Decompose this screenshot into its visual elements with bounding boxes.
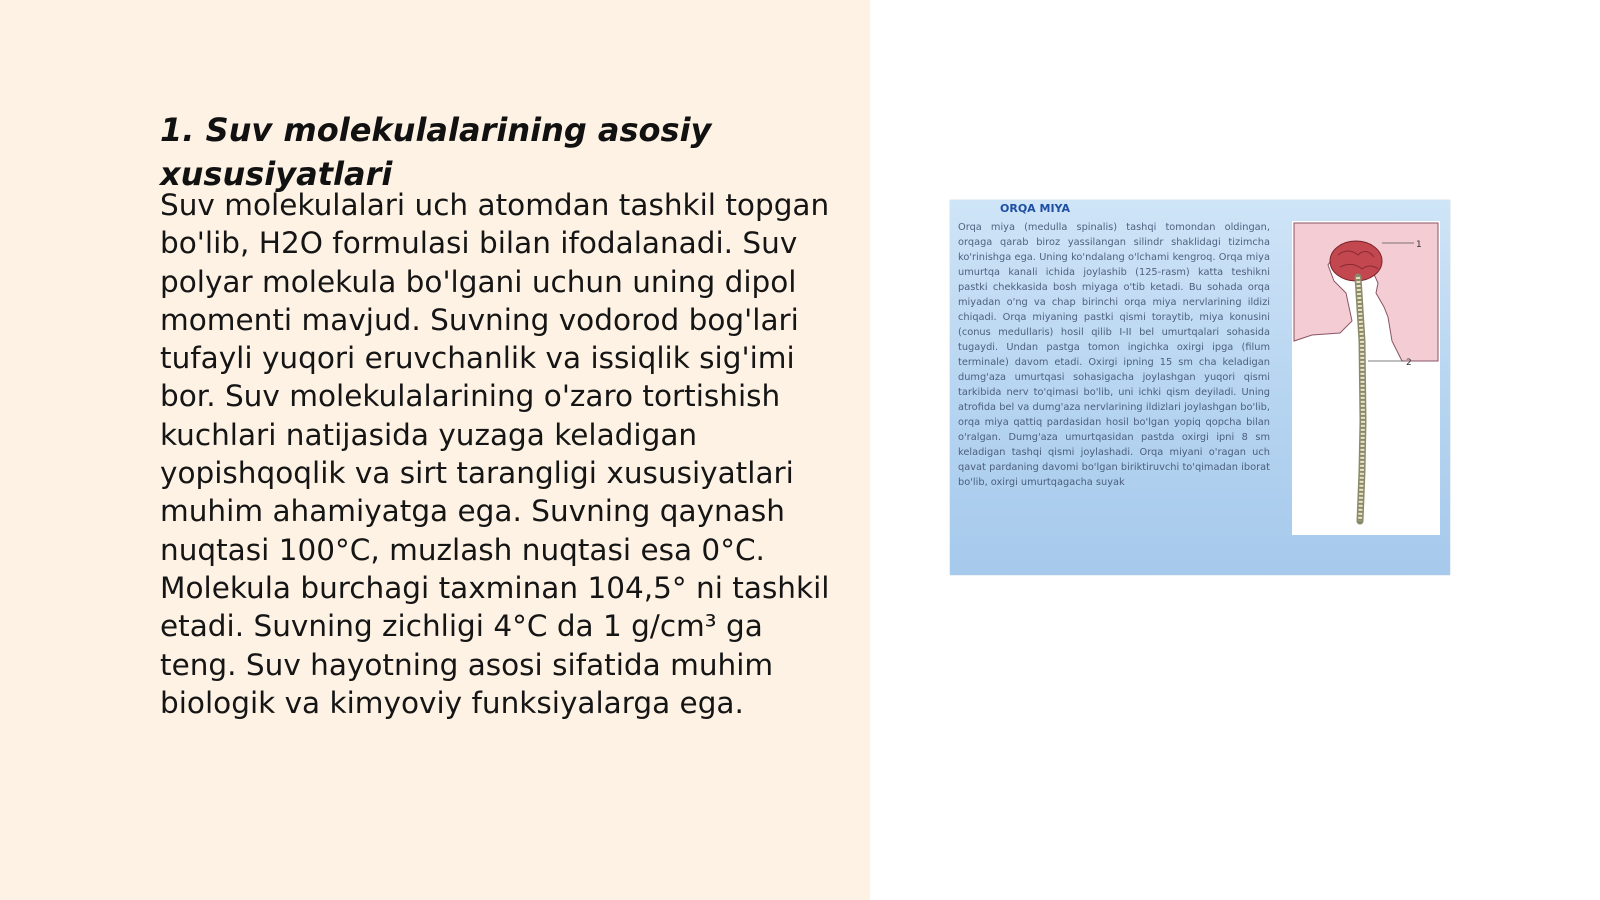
figure-label-2: 2: [1406, 358, 1412, 368]
spinal-cord-illustration: [1292, 221, 1440, 535]
figure-label-1: 1: [1416, 240, 1422, 250]
figure-heading: ORQA MIYA: [1000, 202, 1070, 215]
anatomy-drawing: [1292, 221, 1440, 535]
slide-body: Suv molekulalari uch atomdan tashkil topgan bo'lib, H2O formulasi bilan ifodalanadi. Suv polyar molekula bo'lgani uchun uning dipol momenti mavjud. Suvning vodorod bog'lari tufayli yuqori eruvchanlik va issiqlik sig'imi bor. Suv molekulalarining o'zaro tortishish kuchlari natijasida yuzaga keladigan yopishqoqlik va sirt tarangligi xususiyatlari muhim ahamiyatga ega. Suvning qaynash nuqtasi 100°C, muzlash nuqtasi esa 0°C. Molekula burchagi taxminan 104,5° ni tashkil etadi. Suvning zichligi 4°C da 1 g/cm³ ga teng. Suv hayotning asosi sifatida muhim biologik va kimyoviy funksiyalarga ega.: [160, 188, 830, 720]
figure-text: Orqa miya (medulla spinalis) tashqi tomondan oldingan, orqaga qarab biroz yassilangan silindr shaklidagi tizimcha ko'rinishga ega. Uning ko'ndalang o'lchami kengroq. Orqa miya umurtqa kanali ichida joylashib (125-rasm) katta teshikni pastki chekkasida bosh miyaga o'tib ketadi. Bu sohada orqa miyadan o'ng va chap birinchi orqa miya nervlarining ildizi chiqadi. Orqa miyaning pastki qismi toraytib, miya konusini (conus medullaris) hosil qilib I-II bel umurtqalari sohasida tugaydi. Undan pastga tomon ingichka oxirgi ipga (filum terminale) davom etadi. Oxirgi ipning 15 sm cha keladigan dumg'aza umurtqasi sohasigacha joylashgan yuqori qismi tarkibida nerv to'qimasi bo'lib, uni ichki qism deyiladi. Uning atrofida bel va dumg'aza nervlarining ildizlari joylashgan bo'lib, orqa miya qattiq pardasidan hosil bo'lgan yopiq qopcha bilan o'ralgan. Dumg'aza umurtqasidan pastda oxirgi ipni 8 sm keladigan tashqi qismi joylashadi. Orqa miyani o'ragan uch qavat pardaning davomi bo'lgan biriktiruvchi to'qimadan iborat bo'lib, oxirgi umurtqagacha suyak: [958, 222, 1270, 488]
spinal-cord-figure: [950, 200, 1450, 575]
slide-title: 1. Suv molekulalarining asosiy xususiyatlari: [160, 111, 712, 193]
